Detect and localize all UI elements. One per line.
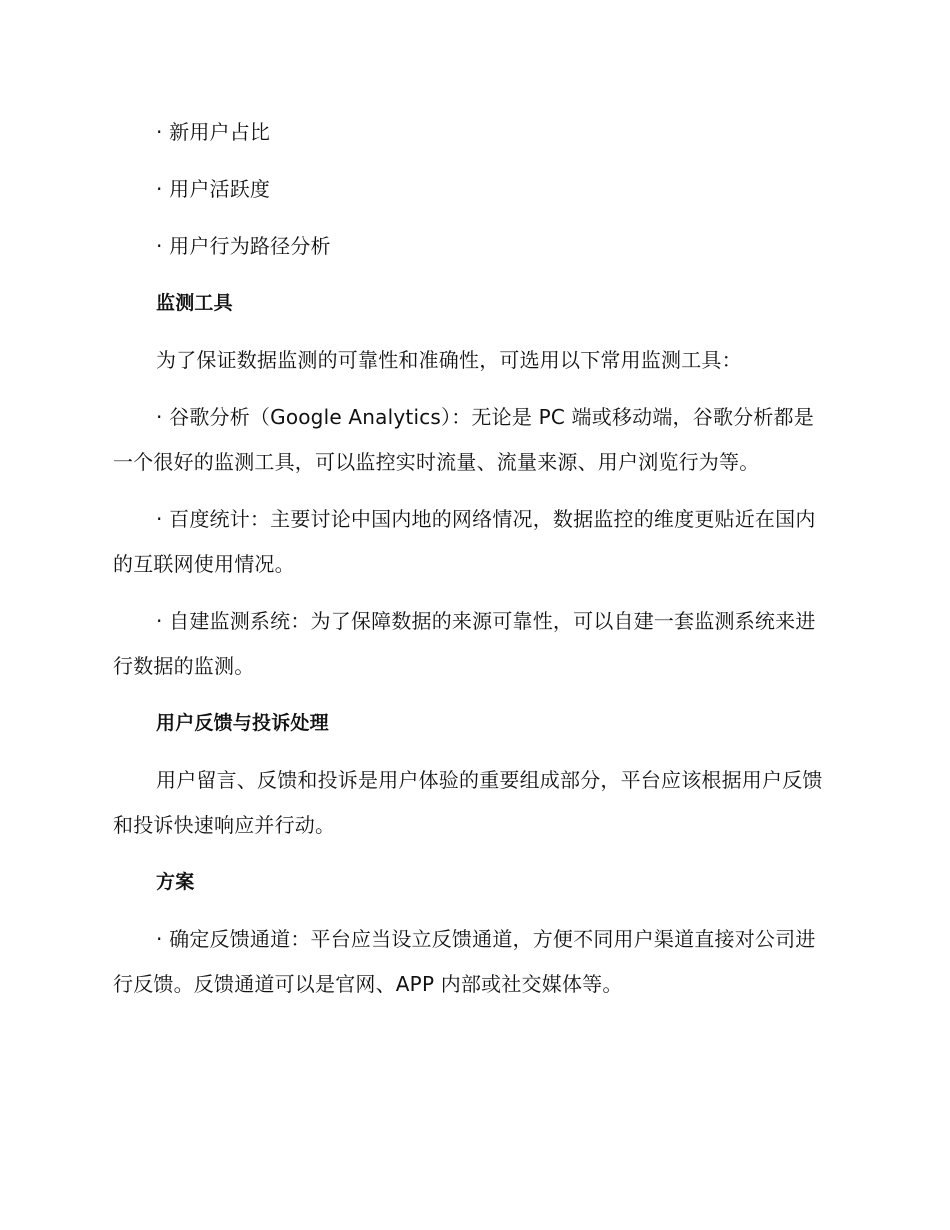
bullet-new-user-ratio: · 新用户占比 (156, 120, 271, 144)
bullet-user-path-analysis: · 用户行为路径分析 (156, 234, 331, 258)
feedback-intro: 用户留言、反馈和投诉是用户体验的重要组成部分，平台应该根据用户反馈和投诉快速响应并行动。 (113, 768, 823, 837)
heading-monitoring-tools: 监测工具 (156, 292, 233, 314)
monitoring-item-self-built: · 自建监测系统：为了保障数据的来源可靠性，可以自建一套监测系统来进行数据的监测。 (113, 609, 816, 678)
document-body (113, 110, 831, 1019)
monitoring-item-google-analytics: · 谷歌分析（Google Analytics）：无论是 PC 端或移动端，谷歌分析都是一个很好的监测工具，可以监控实时流量、流量来源、用户浏览行为等。 (113, 405, 814, 474)
monitoring-intro: 为了保证数据监测的可靠性和准确性，可选用以下常用监测工具： (156, 348, 742, 372)
plan-item-feedback-channel: · 确定反馈通道：平台应当设立反馈通道，方便不同用户渠道直接对公司进行反馈。反馈通道可以是官网、APP 内部或社交媒体等。 (113, 927, 816, 996)
bullet-user-activity: · 用户活跃度 (156, 177, 271, 201)
heading-feedback-handling: 用户反馈与投诉处理 (156, 712, 329, 734)
heading-plan: 方案 (156, 871, 195, 893)
monitoring-item-baidu-stats: · 百度统计：主要讨论中国内地的网络情况，数据监控的维度更贴近在国内的互联网使用情况。 (113, 507, 816, 576)
